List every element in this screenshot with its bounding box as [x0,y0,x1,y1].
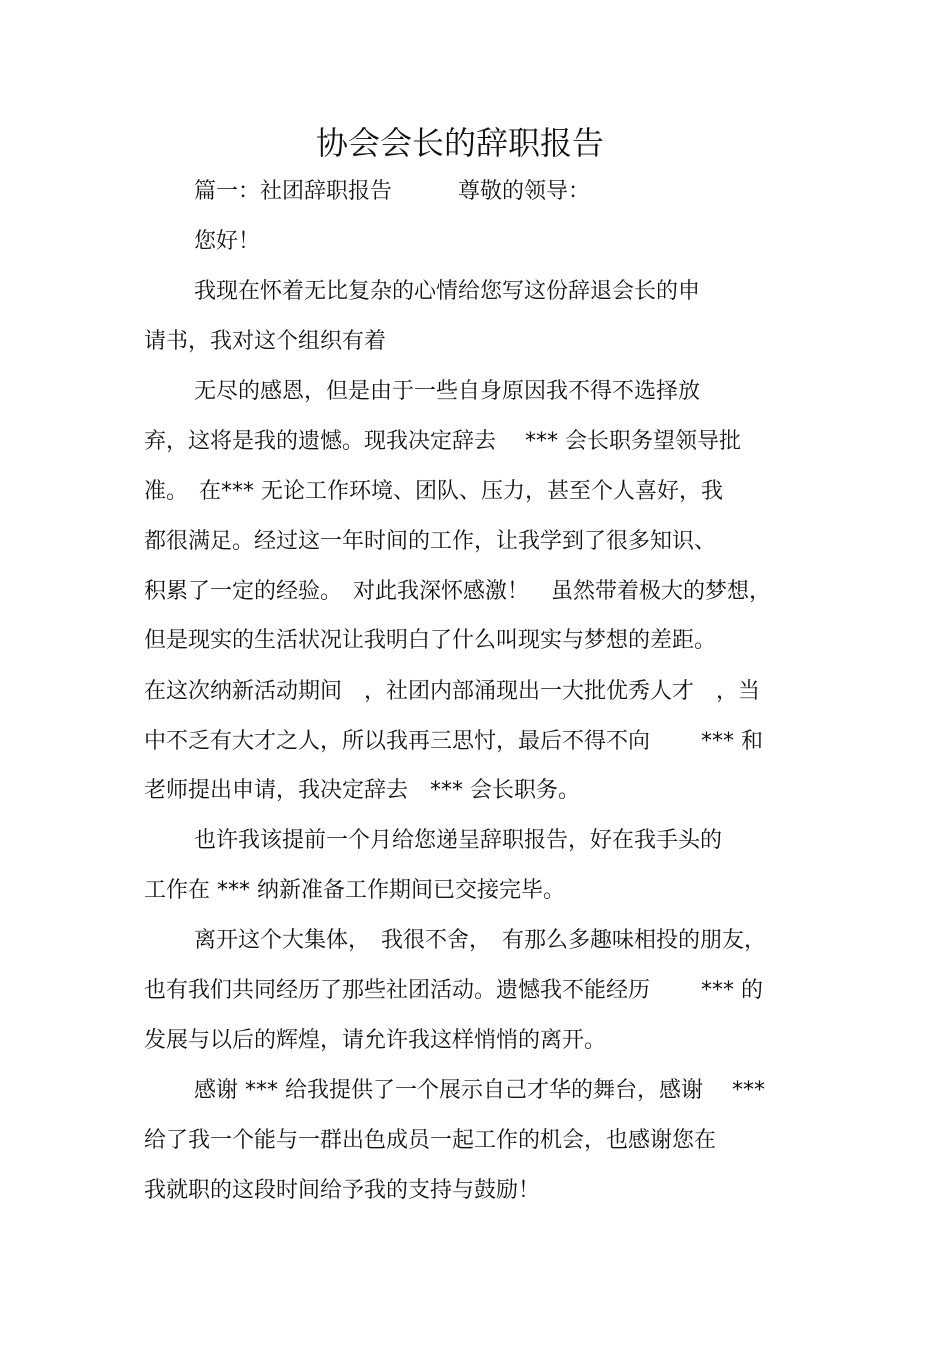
text-line: 积累了一定的经验。 对此我深怀感激！ 虽然带着极大的梦想， [144,579,772,604]
text-line: 也许我该提前一个月给您递呈辞职报告，好在我手头的 [194,828,723,853]
text-line: 弃，这将是我的遗憾。现我决定辞去 *** 会长职务望领导批 [144,429,741,454]
text-line: 也有我们共同经历了那些社团活动。遗憾我不能经历 *** 的 [144,978,763,1003]
text-line: 在这次纳新活动期间 ，社团内部涌现出一大批优秀人才 ，当 [144,679,761,704]
text-line: 发展与以后的辉煌，请允许我这样悄悄的离开。 [144,1028,607,1053]
text-line: 感谢 *** 给我提供了一个展示自己才华的舞台，感谢 *** [194,1078,765,1103]
text-line: 但是现实的生活状况让我明白了什么叫现实与梦想的差距。 [144,628,717,653]
text-line: 给了我一个能与一群出色成员一起工作的机会，也感谢您在 [144,1128,717,1153]
text-line: 中不乏有大才之人，所以我再三思忖，最后不得不向 *** 和 [144,729,763,754]
text-line: 篇一：社团辞职报告 尊敬的领导： [194,179,591,204]
text-line: 老师提出申请，我决定辞去 *** 会长职务。 [144,778,580,803]
text-line: 离开这个大集体， 我很不舍， 有那么多趣味相投的朋友， [194,928,767,953]
text-line: 请书，我对这个组织有着 [144,329,387,354]
text-line: 工作在 *** 纳新准备工作期间已交接完毕。 [144,878,565,903]
text-line: 无尽的感恩，但是由于一些自身原因我不得不选择放 [194,379,701,404]
text-line: 我现在怀着无比复杂的心情给您写这份辞退会长的申 [194,279,701,304]
text-line: 您好！ [194,229,261,254]
text-line: 都很满足。经过这一年时间的工作，让我学到了很多知识、 [144,529,717,554]
text-line: 准。 在*** 无论工作环境、团队、压力，甚至个人喜好，我 [144,479,723,504]
document-title: 协会会长的辞职报告 [315,124,604,162]
text-line: 我就职的这段时间给予我的支持与鼓励！ [144,1178,541,1203]
